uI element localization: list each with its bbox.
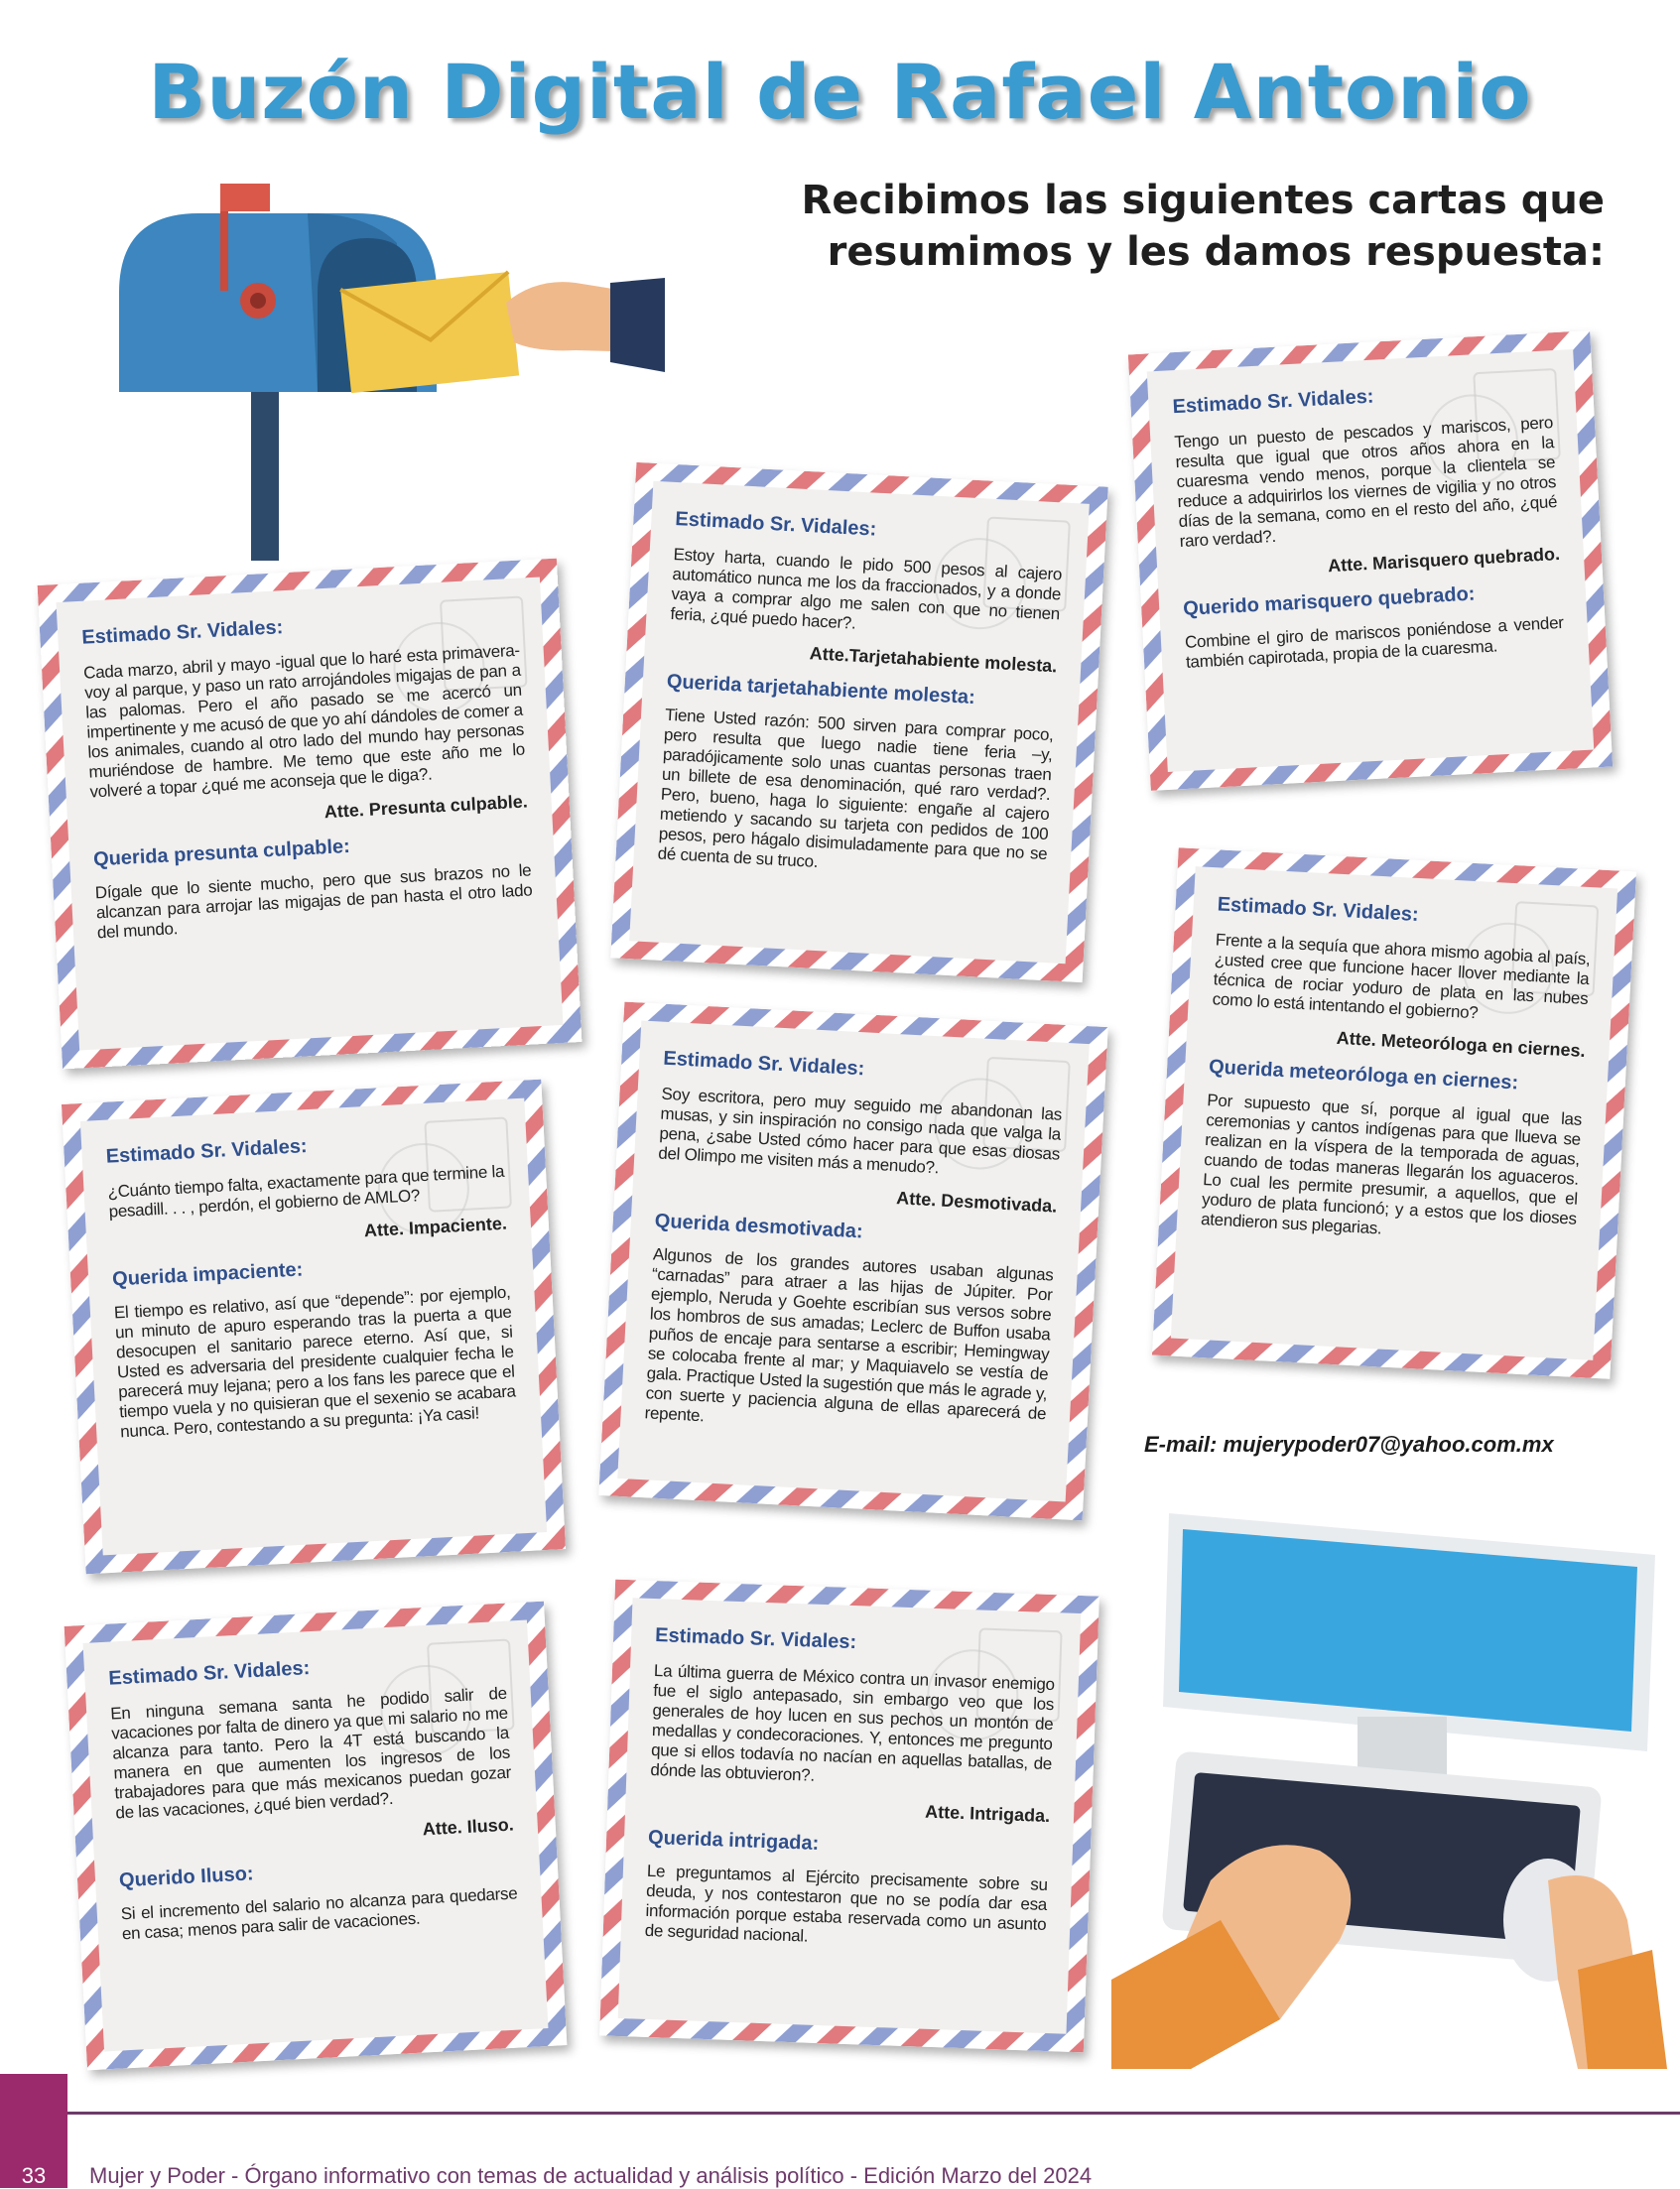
letter-body: En ninguna semana santa he podido salir de vacaciones por falta de dinero ya que mi salario no me alcanza para tanto. Pero la 4T está buscando la manera en que aumenten los ingresos de los trabajadores para que más mexicanos puedan gozar de las vacaciones, ¿qué bien verdad?. (109, 1683, 512, 1823)
reply-salute: Querida meteoróloga en ciernes: (1208, 1056, 1519, 1094)
letter-card-marisquero (1128, 330, 1613, 791)
letter-signature: Atte. Marisquero quebrado. (1327, 544, 1561, 577)
footer-text: Mujer y Poder - Órgano informativo con temas de actualidad y análisis político - Edición Marzo del 2024 (89, 2163, 1093, 2188)
reply-body: Tiene Usted razón: 500 sirven para comprar poco, pero resulta que luego nadie tiene feria –y, paradójicamente solo unas cuantas personas traen un billete de esa denominación, qué raro verdad?. Pero, bueno, haga lo siguiente: engañe al cajero metiendo y sacando su tarjeta con pedidos de 100 pesos, pero hágalo disimuladamente para que no se dé cuenta de su truco. (657, 705, 1055, 871)
reply-body: Algunos de los grandes autores usaban algunas “carnadas” para atraer a las hijas de Júpiter. Por ejemplo, Neruda y Goehte escribían sus versos sobre los hombros de sus amadas; Leclerc de Buffon usaba puños de encaje para sentarse a escribir; Hemingway se colocaba frente al mar; y Maquiavelo se vestía de gala. Practique Usted la sugestión que más le agrade y, con suerte y paciencia alguna de ellas aparecerá de repente. (644, 1244, 1055, 1426)
letter-signature: Atte. Meteoróloga en ciernes. (1336, 1027, 1587, 1061)
letter-salute: Estimado Sr. Vidales: (1172, 385, 1374, 419)
letter-signature: Atte.Tarjetahabiente molesta. (809, 643, 1058, 677)
footer-divider (0, 2112, 1680, 2115)
reply-body: Combine el giro de mariscos poniéndose a vender también capirotada, propia de la cuaresma. (1184, 612, 1565, 672)
letter-signature: Atte. Intrigada. (924, 1801, 1051, 1827)
letter-salute: Estimado Sr. Vidales: (80, 616, 284, 649)
letter-signature: Atte. Presunta culpable. (323, 791, 529, 823)
letter-body: Cada marzo, abril y mayo -igual que lo haré esta primavera- voy al parque, y paso un rato arrojándoles migajas de pan a las palomas. Pero el año pasado se me acercó un impertinente y me acusó de que yo ahí dándoles de comer a los animales, cuando al otro lado del mundo hay personas muriéndose de hambre. Me temo que este año me lo volveré a topar ¿qué me aconseja que le diga?. (82, 640, 526, 802)
letter-salute: Estimado Sr. Vidales: (105, 1135, 309, 1168)
reply-salute: Querida intrigada: (647, 1826, 820, 1855)
letter-body: Estoy harta, cuando le pido 500 pesos al cajero automático nunca me los da fraccionados, y a donde vaya a comprar algo me salen con que no tienen feria, ¿qué puedo hacer?. (669, 544, 1063, 633)
letter-signature: Atte. Iluso. (422, 1814, 515, 1840)
reply-salute: Querida presunta culpable: (92, 835, 351, 871)
letter-salute: Estimado Sr. Vidales: (654, 1624, 857, 1654)
page-subtitle: Recibimos las siguientes cartas que resumimos y les damos respuesta: (801, 178, 1605, 275)
letter-card-iluso (65, 1602, 568, 2071)
contact-email: E-mail: mujerypoder07@yahoo.com.mx (1144, 1432, 1554, 1457)
reply-body: Dígale que lo siente mucho, pero que sus brazos no le alcanzan para arrojar las migajas de pan hasta el otro lado del mundo. (94, 860, 533, 943)
reply-salute: Querida tarjetahabiente molesta: (666, 670, 976, 709)
letter-salute: Estimado Sr. Vidales: (1217, 893, 1420, 926)
reply-salute: Querida impaciente: (111, 1258, 304, 1291)
letter-card-intrigada (599, 1580, 1099, 2053)
letter-salute: Estimado Sr. Vidales: (107, 1657, 311, 1690)
page-number: 33 (21, 2163, 47, 2188)
letter-salute: Estimado Sr. Vidales: (674, 508, 877, 541)
mailbox-illustration (109, 184, 665, 561)
letter-card-presunta-culpable (38, 559, 582, 1070)
letter-card-desmotivada (598, 1002, 1107, 1521)
letter-body: Frente a la sequía que ahora mismo agobia al país, ¿usted cree que funcione hacer llover mediante la técnica de rociar yoduro de plata en las nubes como lo está intentando el gobierno? (1212, 930, 1591, 1023)
reply-body: El tiempo es relativo, así que “depende”: por ejemplo, un minuto de apuro esperando tras la puerta a que desocupen el sanitario parece eterno. Así que, si Usted es adversaria del presidente cualquier fecha le parecerá muy lejana; pero a los fans les parece que el tiempo vuela y no quisieran que el sexenio se acabara nunca. Pero, contestando a su pregunta: ¡Ya casi! (113, 1282, 517, 1442)
letter-card-meteorologa (1152, 847, 1636, 1378)
letter-body: Soy escritora, pero muy seguido me abandonan las musas, y sin inspiración no consigo nada que valga la pena, ¿sabe Usted cómo hacer para que esas diosas del Olimpo me visiten más a menudo?. (657, 1084, 1063, 1178)
reply-salute: Querida desmotivada: (654, 1210, 864, 1243)
reply-body: Si el incremento del salario no alcanza para quedarse en casa; menos para salir de vacaciones. (120, 1883, 518, 1944)
letter-signature: Atte. Desmotivada. (895, 1188, 1058, 1217)
letter-signature: Atte. Impaciente. (363, 1213, 508, 1241)
letter-card-tarjetahabiente (610, 462, 1108, 982)
letter-card-impaciente (62, 1080, 566, 1575)
letter-salute: Estimado Sr. Vidales: (662, 1047, 865, 1081)
letter-body: Tengo un puesto de pescados y mariscos, pero resulta que igual que otros años ahora en la cuaresma vendo menos, porque la clientela se reduce a adquirirlos los viernes de vigilia y no otros días de la semana, como en el resto del año, ¿qué raro verdad?. (1173, 413, 1558, 552)
page-title: Buzón Digital de Rafael Antonio (148, 48, 1532, 136)
letter-body: ¿Cuánto tiempo falta, exactamente para que termine la pesadill. . . , perdón, el gobierno de AMLO? (107, 1161, 505, 1222)
computer-illustration (1111, 1503, 1667, 2069)
reply-body: Por supuesto que sí, porque al igual que las ceremonias y cantos indígenas para que llueva se realizan en la víspera de la temporada de aguas, cuando de todas maneras llegarán los aguaceros. Lo cual les permite presumir, a aquellos, que el yoduro de plata funcionó; y a estos que los dioses atendieron sus plegarias. (1200, 1091, 1583, 1238)
reply-salute: Querido Iluso: (118, 1863, 255, 1892)
letter-body: La última guerra de México contra un invasor enemigo fue el siglo antepasado, sin embargo veo que los generales de hoy lucen en sus pechos un montón de medallas y condecoraciones. Y, entonces me pregunto que si ellos todavía no nacían en aquellas batallas, de dónde las obtuvieron?. (650, 1661, 1056, 1785)
reply-body: Le preguntamos al Ejército precisamente sobre su deuda, y nos contestaron que no se podía dar esa información porque estaba reservada como un asunto de seguridad nacional. (644, 1861, 1049, 1946)
reply-salute: Querido marisquero quebrado: (1182, 582, 1476, 620)
